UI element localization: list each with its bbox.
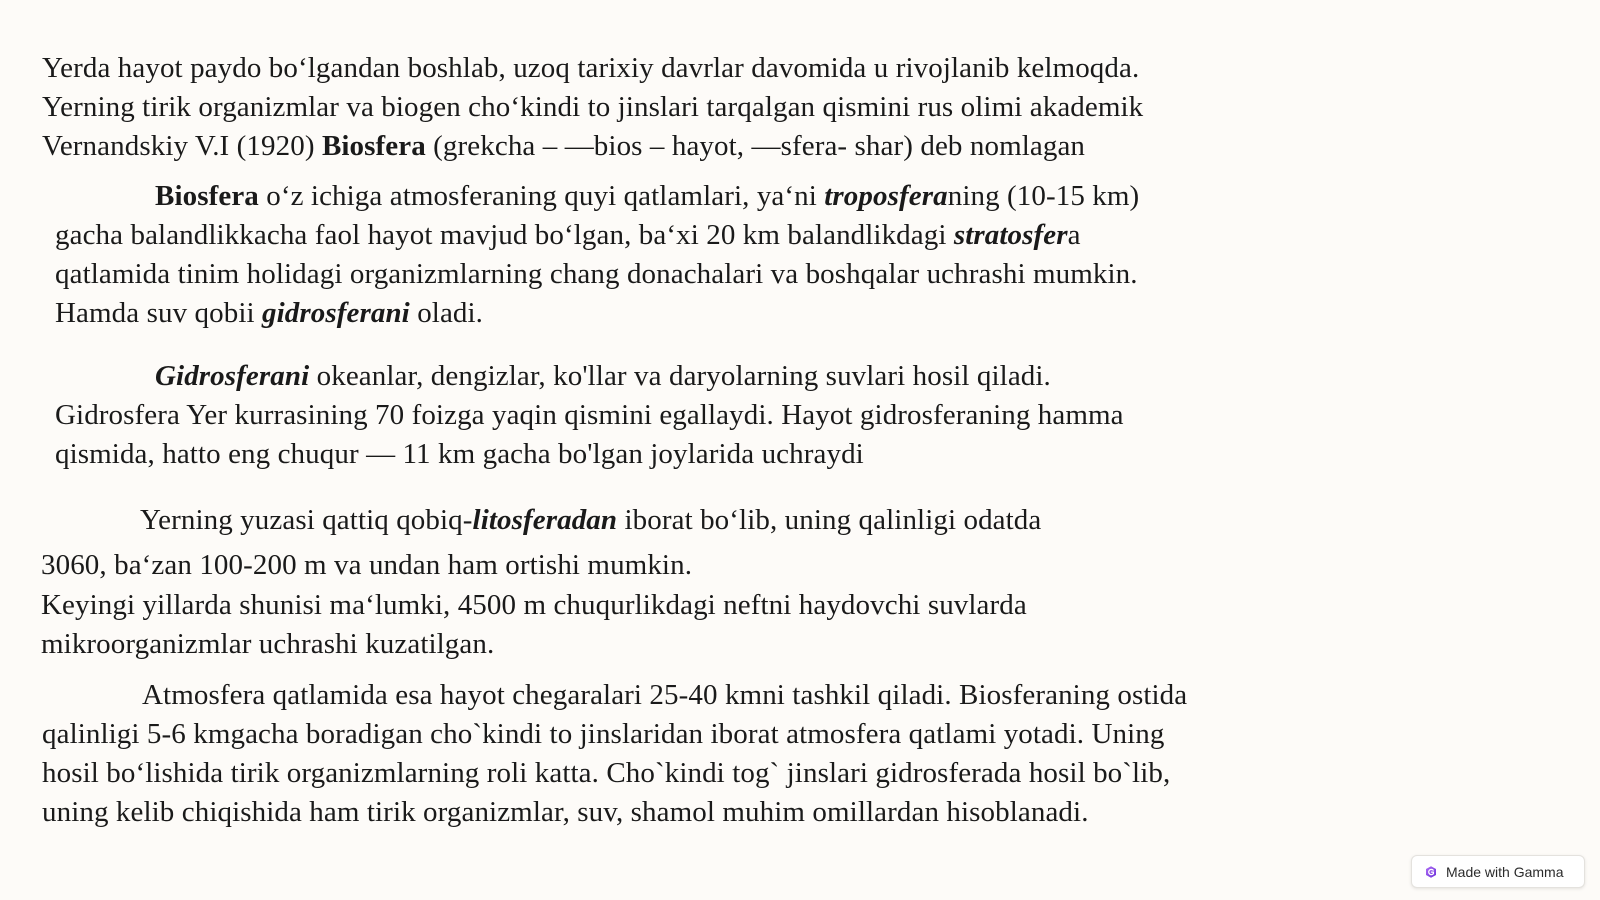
text-line: hosil bo‘lishida tirik organizmlarning roli katta. Cho`kindi tog` jinslari gidrosferada hosil bo`lib,: [42, 757, 1171, 789]
bold-term: Biosfera: [155, 180, 259, 212]
bold-italic-term: stratosfer: [953, 219, 1068, 251]
bold-italic-term: Gidrosferani: [155, 360, 310, 392]
text-span: okeanlar, dengizlar, ko'llar va daryolarning suvlari hosil qiladi.: [309, 360, 1051, 392]
badge-label: Made with Gamma: [1446, 863, 1564, 880]
bold-italic-term: gidrosferani: [262, 297, 410, 329]
text-line: [155, 358, 1051, 394]
text-span: Hamda suv qobii: [55, 297, 262, 329]
text-line: Yerning tirik organizmlar va biogen cho‘kindi to jinslari tarqalgan qismini rus olimi akademik: [42, 91, 1144, 123]
text-line: qismida, hatto eng chuqur — 11 km gacha bo'lgan joylarida uchraydi: [55, 438, 864, 470]
gamma-logo-icon: [1424, 865, 1438, 879]
text-line: qalinligi 5-6 kmgacha boradigan cho`kindi to jinslaridan iborat atmosfera qatlami yotadi. Uning: [42, 718, 1165, 750]
text-line: uning kelib chiqishida ham tirik organizmlar, suv, shamol muhim omillardan hisoblanadi.: [42, 796, 1089, 828]
text-line: mikroorganizmlar uchrashi kuzatilgan.: [41, 628, 495, 660]
bold-term: Biosfera: [321, 130, 426, 162]
text-line: Gidrosfera Yer kurrasining 70 foizga yaqin qismini egallaydi. Hayot gidrosferaning hamma: [55, 399, 1124, 431]
text-line: qatlamida tinim holidagi organizmlarning chang donachalari va boshqalar uchrashi mumkin.: [55, 258, 1138, 290]
text-span: o‘z ichiga atmosferaning quyi qatlamlari, ya‘ni: [258, 180, 825, 212]
bold-italic-term: troposfera: [824, 180, 948, 212]
text-line: Keyingi yillarda shunisi ma‘lumki, 4500 m chuqurlikdagi neftni haydovchi suvlarda: [41, 589, 1027, 621]
text-span: gacha balandlikkacha faol hayot mavjud bo‘lgan, ba‘xi 20 km balandlikdagi: [55, 219, 954, 251]
text-span: (grekcha – —bios – hayot, —sfera- shar) deb nomlagan: [425, 130, 1086, 162]
text-line: [55, 217, 1081, 253]
text-span: oladi.: [409, 297, 484, 329]
text-line: [140, 502, 1041, 538]
text-span: Vernandskiy V.I (1920): [42, 130, 322, 162]
text-span: ning (10-15 km): [947, 180, 1140, 212]
text-span: iborat bo‘lib, uning qalinligi odatda: [617, 504, 1042, 536]
bold-italic-term: litosferadan: [472, 504, 618, 536]
made-with-gamma-badge[interactable]: [1411, 855, 1585, 888]
text-span: Yerning yuzasi qattiq qobiq-: [140, 504, 473, 536]
text-line: Yerda hayot paydo bo‘lgandan boshlab, uzoq tarixiy davrlar davomida u rivojlanib kelmoqda.: [42, 52, 1140, 84]
text-line: [155, 178, 1139, 214]
text-line: 3060, ba‘zan 100-200 m va undan ham ortishi mumkin.: [41, 549, 693, 581]
text-line: [55, 295, 483, 331]
text-line: [42, 128, 1085, 164]
text-span: a: [1067, 219, 1081, 251]
text-line: Atmosfera qatlamida esa hayot chegaralari 25-40 kmni tashkil qiladi. Biosferaning ostida: [142, 679, 1188, 711]
